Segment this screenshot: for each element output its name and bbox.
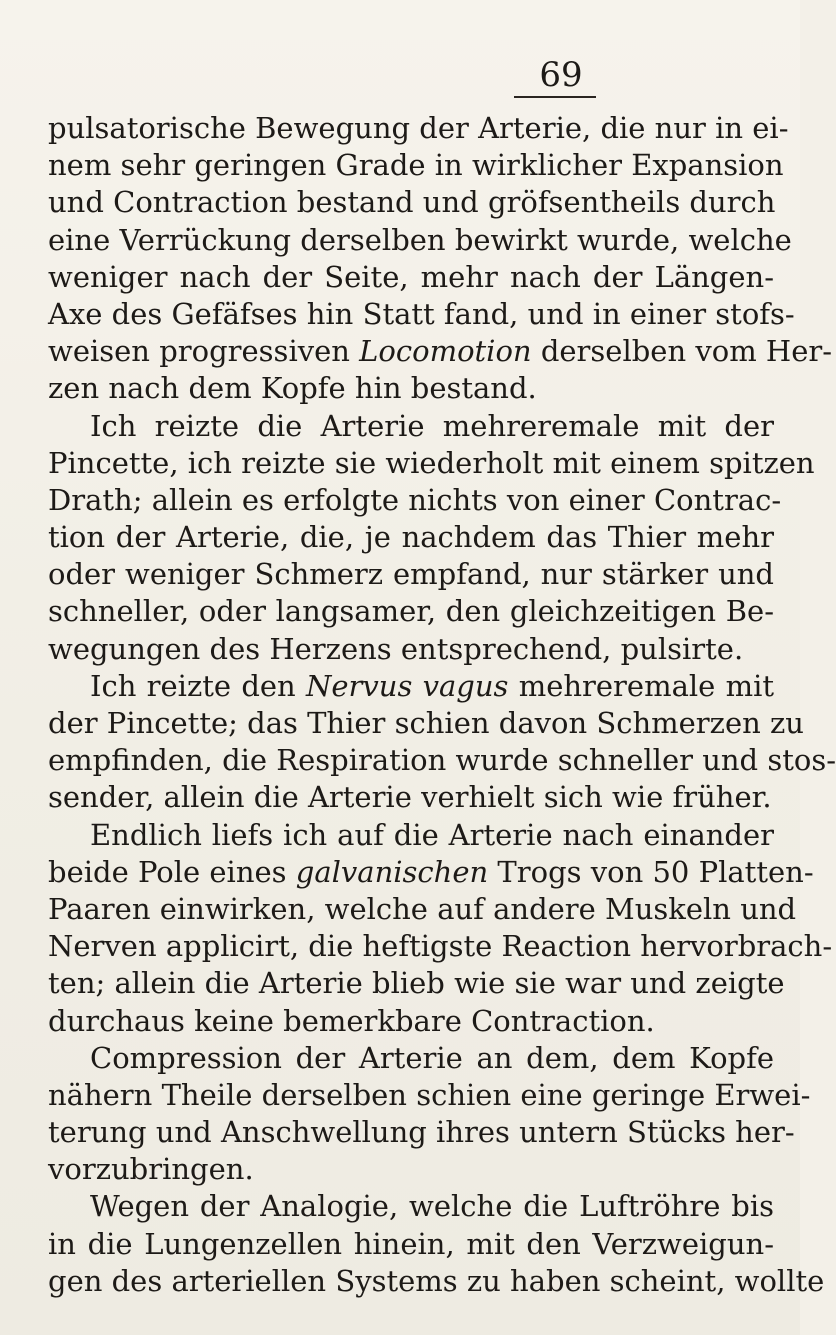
- text-line: und Contraction bestand und gröfsentheils durch: [48, 185, 776, 220]
- text-line: eine Verrückung derselben bewirkt wurde, welche: [48, 222, 792, 257]
- text-line: beide Pole eines galvanischen Trogs von 50 Platten-: [48, 854, 814, 889]
- page-number-rule: [514, 96, 596, 98]
- text-line: ten; allein die Arterie blieb wie sie war und zeigte: [48, 966, 785, 1001]
- paragraph-start: Endlich liefs ich auf die Arterie nach einander: [90, 817, 774, 852]
- text-line: schneller, oder langsamer, den gleichzeitigen Be-: [48, 594, 774, 629]
- text-line: wegungen des Herzens entsprechend, pulsirte.: [48, 631, 744, 666]
- text-line: Pincette, ich reizte sie wiederholt mit einem spitzen: [48, 445, 815, 480]
- text-line: pulsatorische Bewegung der Arterie, die nur in ei-: [48, 111, 789, 145]
- italic-term: Locomotion: [359, 334, 532, 369]
- text-line: zen nach dem Kopfe hin bestand.: [48, 371, 537, 406]
- text-line: vorzubringen.: [48, 1152, 254, 1187]
- paragraph-start: Compression der Arterie an dem, dem Kopfe: [90, 1040, 774, 1075]
- italic-term: Nervus vagus: [306, 668, 509, 703]
- text-line: Drath; allein es erfolgte nichts von einer Contrac-: [48, 482, 782, 517]
- text-line: oder weniger Schmerz empfand, nur stärker und: [48, 557, 774, 592]
- text-line: nähern Theile derselben schien eine geringe Erwei-: [48, 1077, 811, 1112]
- text-line: gen des arteriellen Systems zu haben scheint, wollte: [48, 1263, 825, 1298]
- italic-term: galvanischen: [295, 854, 489, 889]
- text-line: der Pincette; das Thier schien davon Schmerzen zu: [48, 706, 804, 740]
- text-line: Paaren einwirken, welche auf andere Muskeln und: [48, 891, 797, 926]
- text-line: nem sehr geringen Grade in wirklicher Expansion: [48, 148, 784, 183]
- text-line: tion der Arterie, die, je nachdem das Thier mehr: [48, 520, 774, 555]
- text-line: durchaus keine bemerkbare Contraction.: [48, 1003, 655, 1038]
- paragraph-start: Ich reizte die Arterie mehreremale mit der: [90, 408, 774, 443]
- text-line: weisen progressiven Locomotion derselben vom Her-: [48, 334, 833, 369]
- text-line: Nerven applicirt, die heftigste Reaction hervorbrach-: [48, 929, 833, 964]
- paragraph-start: Wegen der Analogie, welche die Luftröhre bis: [90, 1189, 774, 1224]
- text-line: empfinden, die Respiration wurde schneller und stos-: [48, 743, 836, 778]
- paragraph-start: Ich reizte den Nervus vagus mehreremale mit: [90, 668, 775, 703]
- page-number: 69: [539, 55, 583, 95]
- text-line: weniger nach der Seite, mehr nach der Längen-: [48, 259, 774, 294]
- text-line: sender, allein die Arterie verhielt sich wie früher.: [48, 780, 772, 815]
- text-line: in die Lungenzellen hinein, mit den Verzweigun-: [48, 1226, 774, 1261]
- text-line: Axe des Gefäfses hin Statt fand, und in einer stofs-: [48, 296, 795, 331]
- body-text: [48, 110, 836, 1300]
- text-line: terung und Anschwellung ihres untern Stücks her-: [48, 1115, 795, 1150]
